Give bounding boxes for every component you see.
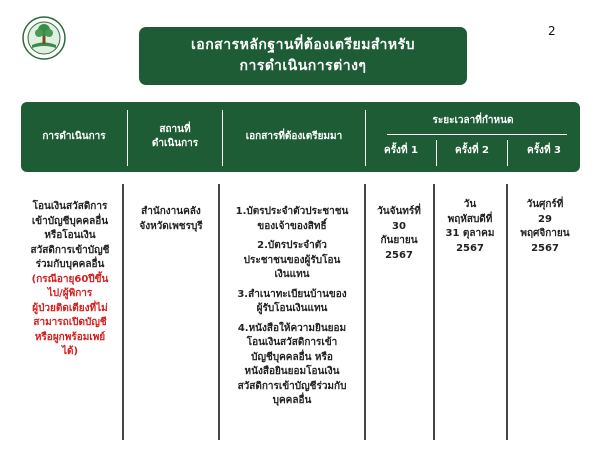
document-item-line: ของเจ้าของสิทธิ์ <box>257 220 327 232</box>
page-number: 2 <box>548 24 556 38</box>
cell-round-1 <box>366 205 432 263</box>
page-title <box>139 27 467 85</box>
header-place-line2: ดำเนินการ <box>151 138 199 149</box>
cell-action <box>20 200 120 360</box>
header-round-2: ครั้งที่ 2 <box>455 145 489 156</box>
round-3-date-line: วันศุกร์ที่ <box>526 199 564 210</box>
action-note-line: หรือผูกพร้อมเพย์ <box>34 331 106 343</box>
document-item <box>220 239 364 283</box>
page-title-line2: การดำเนินการต่างๆ <box>239 58 367 74</box>
action-note-line: ได้) <box>61 346 79 357</box>
header-place-line1: สถานที่ <box>159 124 191 135</box>
document-item <box>220 322 364 409</box>
document-item-line: เงินแทน <box>274 269 310 280</box>
document-item-line: โอนเงินสวัสดิการเข้า <box>246 337 338 348</box>
action-note-line: (กรณีอายุ60ปีขึ้น <box>31 273 109 285</box>
round-1-date-line: 30 <box>392 220 406 232</box>
document-item-line: บุคคลอื่น <box>272 395 312 406</box>
action-line: สวัสดิการเข้าบัญชี <box>30 244 110 256</box>
round-3-date-line: 29 <box>538 213 552 225</box>
round-2-date-line: 31 ตุลาคม <box>445 228 495 239</box>
page-title-line1: เอกสารหลักฐานที่ต้องเตรียมสำหรับ <box>191 37 415 53</box>
document-item-line: ประชาชนของผู้รับโอน <box>243 254 341 266</box>
action-line: ร่วมกับบุคคลอื่น <box>35 259 105 270</box>
header-round-3: ครั้งที่ 3 <box>527 145 561 156</box>
action-note-line: ผู้ป่วยติดเตียงที่ไม่ <box>32 302 108 314</box>
cell-documents <box>220 205 364 414</box>
document-item-line: 1.บัตรประจำตัวประชาชน <box>235 206 349 217</box>
round-2-date-line: วัน <box>463 199 477 210</box>
action-note <box>20 273 120 360</box>
header-place <box>128 102 222 172</box>
round-1-date-line: 2567 <box>385 249 413 261</box>
round-3-date-line: 2567 <box>531 242 559 254</box>
table-header <box>21 102 580 172</box>
header-period: ระยะเวลาที่กำหนด <box>432 115 514 126</box>
cell-round-3 <box>508 198 582 256</box>
round-3-date-line: พฤศจิกายน <box>520 228 570 239</box>
document-item-line: สวัสดิการเข้าบัญชีร่วมกับ <box>237 380 347 392</box>
document-item <box>220 288 364 317</box>
action-line: หรือโอนเงิน <box>44 230 96 241</box>
action-note-line: สามารถเปิดบัญชี <box>33 317 107 328</box>
document-item-line: บัญชีบุคคลอื่น หรือ <box>251 351 333 363</box>
action-text <box>20 200 120 273</box>
action-note-line: ไป/ผู้พิการ <box>47 288 93 299</box>
document-item-line: 2.บัตรประจำตัว <box>257 240 327 251</box>
round-2-date-line: 2567 <box>456 242 484 254</box>
document-item <box>220 205 364 234</box>
round-2-date-line: พฤหัสบดีที่ <box>447 213 493 225</box>
round-1-date-line: วันจันทร์ที่ <box>377 206 421 217</box>
government-seal-icon <box>22 16 66 60</box>
cell-place <box>124 205 218 234</box>
document-item-line: 4.หนังสือให้ความยินยอม <box>237 322 347 334</box>
header-period-divider <box>387 134 567 135</box>
document-item-line: 3.สำเนาทะเบียนบ้านของ <box>237 288 347 300</box>
action-line: โอนเงินสวัสดิการ <box>32 201 108 212</box>
place-line1: สำนักงานคลัง <box>141 206 201 217</box>
document-item-line: ผู้รับโอนเงินแทน <box>256 303 328 314</box>
header-documents: เอกสารที่ต้องเตรียมมา <box>245 131 343 142</box>
round-1-date-line: กันยายน <box>380 235 418 246</box>
document-item-line: หนังสือยินยอมโอนเงิน <box>244 366 340 377</box>
header-round-1: ครั้งที่ 1 <box>384 145 418 156</box>
action-line: เข้าบัญชีบุคคลอื่น <box>31 215 109 227</box>
place-line2: จังหวัดเพชรบุรี <box>139 220 203 232</box>
cell-round-2 <box>435 198 505 256</box>
header-action: การดำเนินการ <box>42 131 106 142</box>
